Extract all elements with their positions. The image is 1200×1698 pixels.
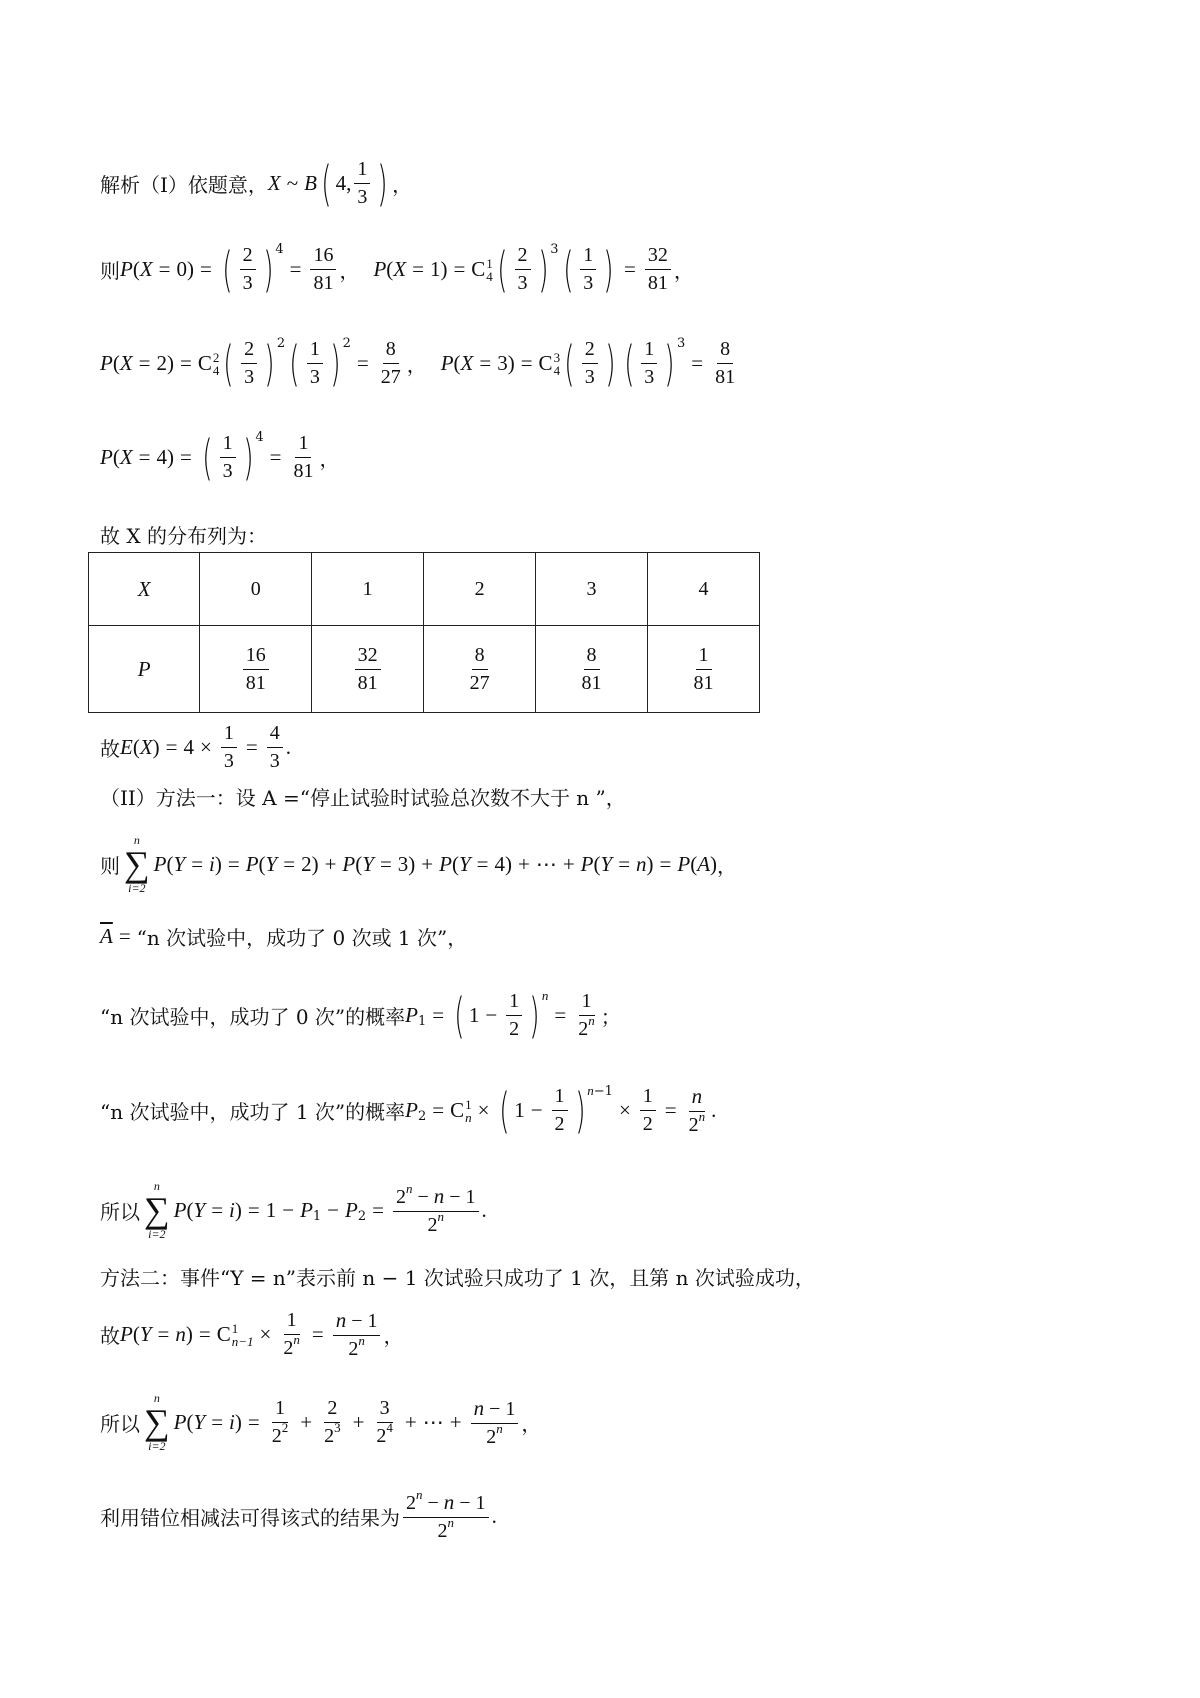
- then-text: 则: [100, 259, 120, 283]
- line-p4: P ( X = 4) = ( $\frac{1}{3}$ ) 4 = $\frac{1}{81}$ ，: [100, 429, 340, 486]
- distribution-table: [88, 552, 760, 713]
- table-cell: $\frac{8}{81}$: [536, 626, 648, 713]
- line-intro: 解析（I）依题意， X ~ B ( 4, $\frac{1}{3}$ ) ，: [100, 155, 413, 212]
- line-method2: 方法二：事件“Y = n”表示前 n − 1 次试验只成功了 1 次，且第 n 次试验成功，: [100, 1266, 815, 1290]
- line-result1: 所以 n ∑ i=2 P ( Y = i ) = 1 − P 1 − P 2 = $\frac{2^n - n - 1}{2^n}$ .: [100, 1179, 487, 1241]
- table-header-cell: X: [89, 553, 200, 626]
- table-header-cell: 0: [200, 553, 312, 626]
- line-p0-p1: 则 P ( X = 0) = ( $\frac{2}{3}$ ) 4 = $\frac{16}{81}$ ， P ( X = 1) = C 1 4 ( $\frac{2}{3}$ ) 3 ( $\frac{1}{3}$ ) = $\frac{32}{81}$ ，: [100, 241, 694, 298]
- line-p2-p3: P ( X = 2) = C 2 4 ( $\frac{2}{3}$ ) 2 ( $\frac{1}{3}$ ) 2 = $\frac{8}{27}$ ， P ( X = 3) = C 3 4 ( $\frac{2}{3}$ ) ( $\frac{1}{3}$ ) 3 = $\frac{8}{81}$: [100, 335, 736, 392]
- table-cell: $\frac{32}{81}$: [312, 626, 424, 713]
- line-final: 利用错位相减法可得该式的结果为 $\frac{2^n - n - 1}{2^n}$ .: [100, 1487, 497, 1542]
- line-p1: “n 次试验中，成功了 0 次”的概率 P 1 = ( 1 − $\frac{1}{2}$ ) n = $\frac{1}{2^n}$ ；: [100, 987, 621, 1044]
- line-p2: “n 次试验中，成功了 1 次”的概率 P 2 = C 1 n × ( 1 − $\frac{1}{2}$ ) n−1 × $\frac{1}{2}$ = $\frac{n}{2^n}$ .: [100, 1082, 717, 1139]
- line-sum-pa: 则 n ∑ i=2 P ( Y = i ) = P ( Y = 2) + P ( Y = 3) + P ( Y = 4) + ⋯ + P ( Y = n ) = P ( A ) ，: [100, 833, 738, 895]
- table-cell: $\frac{8}{27}$: [424, 626, 536, 713]
- line-pyn: 故 P ( Y = n ) = C 1 n−1 × $\frac{1}{2^n}$ = $\frac{n - 1}{2^n}$ ，: [100, 1308, 404, 1360]
- table-header-cell: 2: [424, 553, 536, 626]
- table-header-cell: 4: [648, 553, 760, 626]
- table-row-label: P: [89, 626, 200, 713]
- table-cell: $\frac{16}{81}$: [200, 626, 312, 713]
- line-method1: （II）方法一：设 A =“停止试验时试验总次数不大于 n ”，: [100, 786, 626, 810]
- line-complement: $\overline{A}$ = “n 次试验中，成功了 0 次或 1 次”，: [100, 924, 468, 950]
- table-cell: $\frac{1}{81}$: [648, 626, 760, 713]
- table-header-cell: 3: [536, 553, 648, 626]
- table-row: [89, 626, 760, 713]
- table-header-cell: 1: [312, 553, 424, 626]
- line-expectation: 故 E ( X ) = 4 × $\frac{1}{3}$ = $\frac{4}{3}$ .: [100, 722, 291, 772]
- table-row: [89, 553, 760, 626]
- intro-text: 解析（I）依题意，: [100, 173, 268, 197]
- line-dist-intro: 故 X 的分布列为：: [100, 524, 267, 548]
- line-sum-series: 所以 n ∑ i=2 P ( Y = i ) = $\frac{1}{2^2}$ + $\frac{2}{2^3}$ + $\frac{3}{2^4}$ + ⋯ + $\frac{n - 1}{2^n}$ ，: [100, 1391, 542, 1453]
